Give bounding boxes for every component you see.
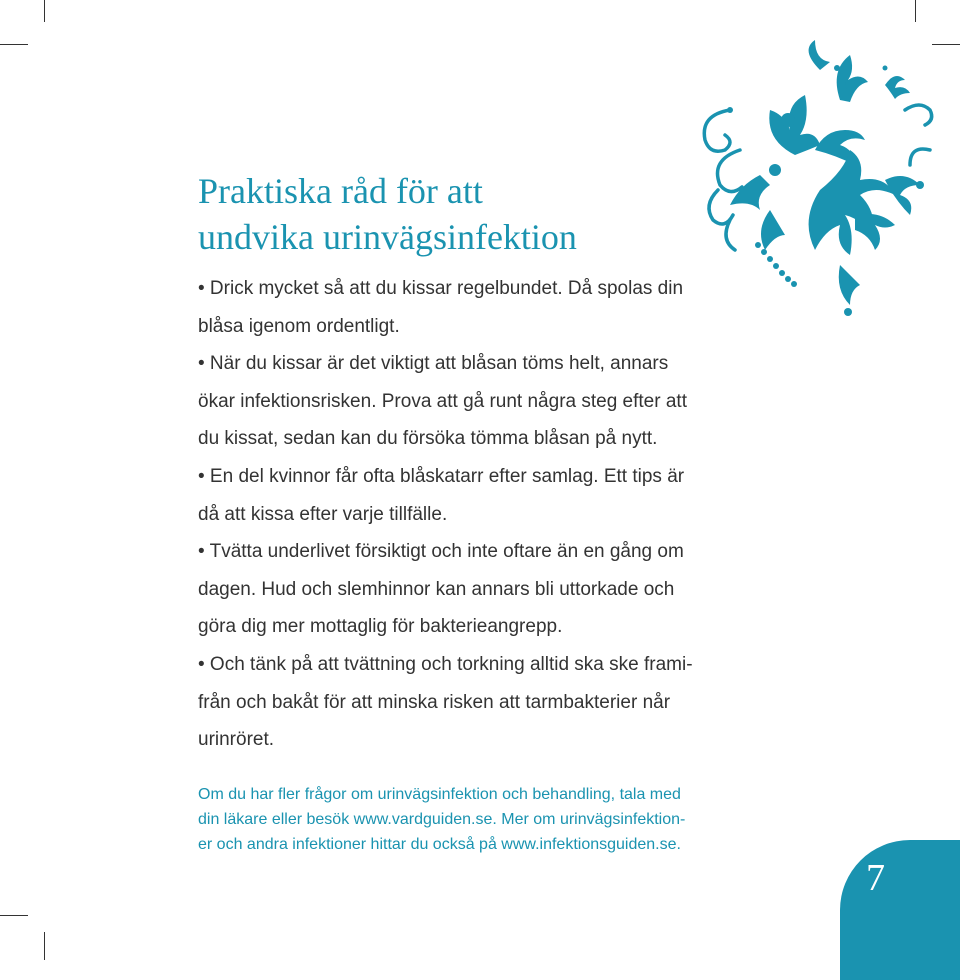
- body-line: • Och tänk på att tvättning och torkning alltid ska ske frami-: [198, 653, 693, 675]
- body-line: från och bakåt för att minska risken att tarmbakterier når: [198, 691, 671, 713]
- body-line: ökar infektionsrisken. Prova att gå runt några steg efter att: [198, 390, 687, 412]
- body-line: dagen. Hud och slemhinnor kan annars bli uttorkade och: [198, 578, 675, 600]
- body-line: då att kissa efter varje tillfälle.: [198, 503, 448, 525]
- title-line: undvika urinvägsinfektion: [198, 217, 577, 257]
- more-info-note: [198, 782, 768, 857]
- body-line: urinröret.: [198, 729, 275, 751]
- crop-mark: [0, 44, 28, 45]
- body-line: • Drick mycket så att du kissar regelbundet. Då spolas din: [198, 278, 684, 299]
- body-line: göra dig mer mottaglig för bakterieangrepp.: [198, 616, 563, 638]
- page-title: [198, 168, 718, 260]
- footer-line: er och andra infektioner hittar du också på www.infektionsguiden.se.: [198, 836, 681, 853]
- crop-mark: [44, 932, 45, 960]
- crop-mark: [915, 0, 916, 22]
- body-line: • Tvätta underlivet försiktigt och inte oftare än en gång om: [198, 541, 684, 563]
- body-line: du kissat, sedan kan du försöka tömma blåsan på nytt.: [198, 428, 658, 450]
- title-line: Praktiska råd för att: [198, 171, 483, 211]
- footer-line: Om du har fler frågor om urinvägsinfektion och behandling, tala med: [198, 786, 681, 803]
- body-line: • En del kvinnor får ofta blåskatarr efter samlag. Ett tips är: [198, 465, 685, 487]
- footer-line: din läkare eller besök www.vardguiden.se. Mer om urinvägsinfektion-: [198, 811, 686, 828]
- crop-mark: [0, 915, 28, 916]
- crop-mark: [44, 0, 45, 22]
- page-number-tab: [840, 840, 960, 980]
- page-number: 7: [866, 857, 885, 899]
- advice-list: [198, 270, 768, 759]
- body-line: • När du kissar är det viktigt att blåsan töms helt, annars: [198, 353, 669, 375]
- body-line: blåsa igenom ordentligt.: [198, 315, 400, 337]
